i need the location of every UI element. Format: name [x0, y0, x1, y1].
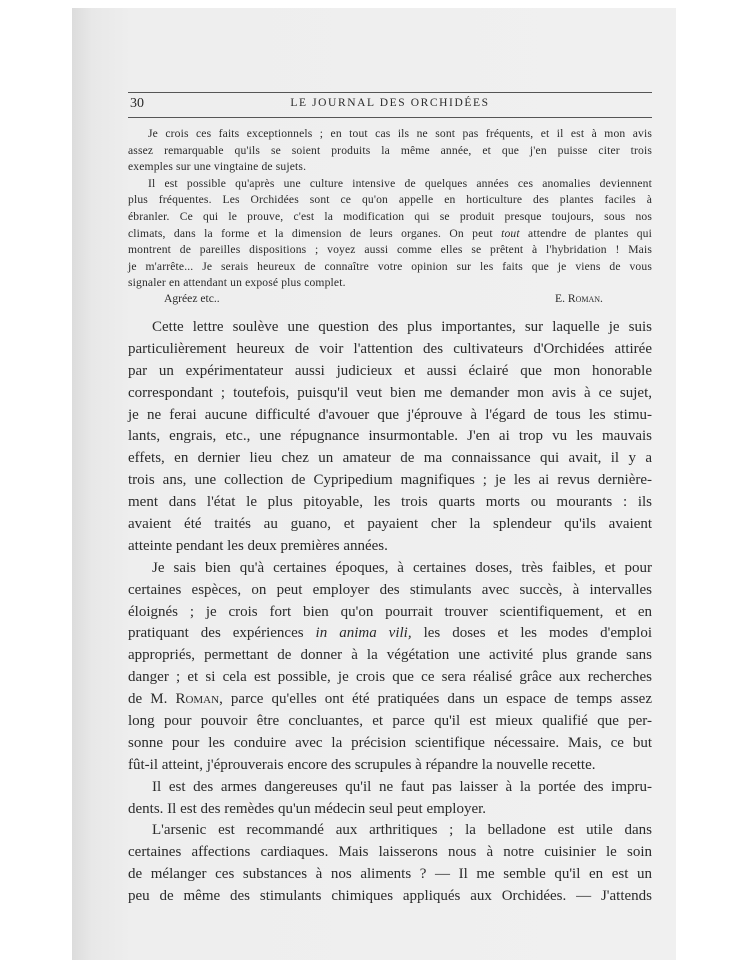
- page-number: 30: [130, 96, 144, 111]
- text-segment: climats, dans la forme et la dimension de leurs organes. On peut: [128, 226, 502, 240]
- text-line: [128, 317, 652, 339]
- text-segment: de mélanger ces substances à nos aliments ? — Il me semble qu'il en est un: [128, 866, 652, 883]
- text-segment: signaler en attendant un exposé plus complet.: [128, 276, 346, 290]
- text-segment: Je crois ces faits exceptionnels ; en tout cas ils ne sont pas fréquents, et il est à mon avis: [148, 127, 652, 140]
- letter-text: [128, 126, 652, 292]
- text-segment: L'arsenic est recommandé aux arthritiques ; la belladone est utile dans: [152, 822, 652, 839]
- text-line: [128, 383, 652, 405]
- text-segment: montrent de pareilles dispositions ; voyez aussi comme elles se prêtent à l'hybridation ! Mais: [128, 243, 652, 257]
- small-caps-text: Roman: [175, 691, 220, 708]
- text-line: [128, 492, 652, 514]
- text-segment: fût-il atteint, j'éprouverais encore des scrupules à répandre la nouvelle recette.: [128, 756, 596, 773]
- text-segment: éloignés ; je crois fort bien qu'on pourrait trouver scientifiquement, et en: [128, 603, 652, 620]
- text-line: [128, 536, 652, 558]
- text-segment: pratiquant des expériences: [128, 625, 316, 642]
- text-segment: attendre de plantes qui: [519, 226, 652, 240]
- text-line: [128, 689, 652, 711]
- text-line: [128, 755, 652, 777]
- text-segment: atteinte pendant les deux premières années.: [128, 537, 388, 554]
- text-line: [128, 361, 652, 383]
- text-segment: peu de même des stimulants chimiques appliqués aux Orchidées. — J'attends: [128, 888, 652, 905]
- text-line: [128, 159, 652, 176]
- text-segment: avaient été traités au guano, et payaient cher la splendeur qu'ils avaient: [128, 516, 652, 533]
- text-line: [128, 143, 652, 160]
- text-segment: , parce qu'elles ont été pratiquées dans un espace de temps assez: [219, 691, 652, 708]
- text-segment: certaines affections cardiaques. Mais laisserons nous à notre cuisinier le soin: [128, 844, 652, 861]
- text-segment: correspondant ; toutefois, puisqu'il veut bien me demander mon avis à ce sujet,: [128, 384, 652, 401]
- text-segment: je m'arrête... Je serais heureux de connaître votre opinion sur les faits que je viens de vous: [128, 259, 652, 273]
- paragraph: [128, 777, 652, 821]
- text-line: [128, 864, 652, 886]
- text-line: [128, 192, 652, 209]
- text-line: [128, 733, 652, 755]
- text-line: [128, 711, 652, 733]
- text-segment: les doses et les modes d'emploi: [411, 625, 652, 642]
- paragraph: [128, 558, 652, 777]
- text-segment: ébranler. Ce qui le prouve, c'est la modification qui se produit presque toujours, sous nos: [128, 209, 652, 223]
- text-line: [128, 820, 652, 842]
- text-segment: plus fréquentes. Les Orchidées sont ce qu'on appelle en horticulture des plantes faciles à: [128, 193, 652, 207]
- text-segment: Cette lettre soulève une question des plus importantes, sur laquelle je suis: [152, 319, 652, 335]
- text-segment: Il est possible qu'après une culture intensive de quelques années ces anomalies deviennent: [148, 176, 652, 190]
- text-segment: Je sais bien qu'à certaines époques, à certaines doses, très faibles, et pour: [152, 559, 652, 576]
- text-line: [128, 448, 652, 470]
- text-line: [128, 580, 652, 602]
- text-segment: exemples sur une vingtaine de sujets.: [128, 160, 307, 174]
- text-line: [128, 645, 652, 667]
- paragraph: [128, 820, 652, 908]
- text-segment: certaines espèces, on peut employer des stimulants avec succès, à intervalles: [128, 581, 652, 598]
- text-line: [128, 126, 652, 143]
- text-line: [128, 426, 652, 448]
- text-segment: de M.: [128, 691, 176, 708]
- text-segment: lants, engrais, etc., une répugnance insurmontable. J'en ai trop vu les mauvais: [128, 428, 652, 445]
- text-segment: dents. Il est des remèdes qu'un médecin seul peut employer.: [128, 800, 487, 817]
- paragraph: [128, 176, 652, 292]
- paragraph: [128, 317, 652, 558]
- text-line: [128, 405, 652, 427]
- text-line: [128, 275, 652, 292]
- text-segment: Il est des armes dangereuses qu'il ne faut pas laisser à la portée des impru-: [152, 778, 652, 795]
- text-segment: par un expérimentateur aussi judicieux et aussi éclairé que mon honorable: [128, 362, 652, 379]
- text-line: [128, 242, 652, 259]
- header-bottom-rule: [128, 117, 652, 118]
- italic-text: tout: [501, 226, 520, 240]
- text-line: [128, 886, 652, 908]
- text-line: [128, 777, 652, 799]
- text-line: [128, 209, 652, 226]
- running-title: LE JOURNAL DES ORCHIDÉES: [290, 97, 490, 109]
- text-line: [128, 623, 652, 645]
- header-top-rule: [128, 92, 652, 93]
- letter-closing: Agréez etc..: [164, 292, 220, 305]
- text-segment: long pour pouvoir être concluantes, et parce qu'il est mieux qualifié que per-: [128, 713, 652, 730]
- text-segment: je ne ferai aucune difficulté d'avouer que j'éprouve à l'égard de tous les stimu-: [128, 406, 652, 423]
- article-body: [128, 317, 652, 908]
- text-line: [128, 514, 652, 536]
- text-line: [128, 667, 652, 689]
- letter-signature: E. Roman.: [555, 292, 603, 305]
- text-line: [128, 558, 652, 580]
- text-segment: appropriés, permettant de donner à la végétation une activité plus grande sans: [128, 647, 652, 664]
- text-line: [128, 470, 652, 492]
- paragraph: [128, 126, 652, 176]
- text-segment: sonne pour les conduire avec la précision scientifique nécessaire. Mais, ce but: [128, 734, 652, 751]
- text-line: [128, 842, 652, 864]
- text-line: [128, 799, 652, 821]
- text-segment: effets, en dernier lieu chez un amateur de ma connaissance qui avait, il y a: [128, 450, 652, 467]
- text-segment: ment dans l'état le plus pitoyable, les trois quarts morts ou mourants : ils: [128, 494, 652, 511]
- text-segment: particulièrement heureux de voir l'attention des cultivateurs d'Orchidées attirée: [128, 340, 652, 357]
- text-line: [128, 176, 652, 193]
- text-segment: danger ; et si cela est possible, je crois que ce sera réalisé grâce aux recherches: [128, 669, 652, 686]
- text-line: [128, 339, 652, 361]
- text-line: [128, 226, 652, 243]
- text-line: [128, 602, 652, 624]
- text-line: [128, 259, 652, 276]
- text-segment: trois ans, une collection de Cypripedium magnifiques ; je les ai revus dernière-: [128, 472, 652, 489]
- italic-text: in anima vili,: [315, 625, 412, 642]
- text-segment: assez remarquable qu'ils se soient produits la même année, et que j'en puisse citer trois: [128, 143, 652, 157]
